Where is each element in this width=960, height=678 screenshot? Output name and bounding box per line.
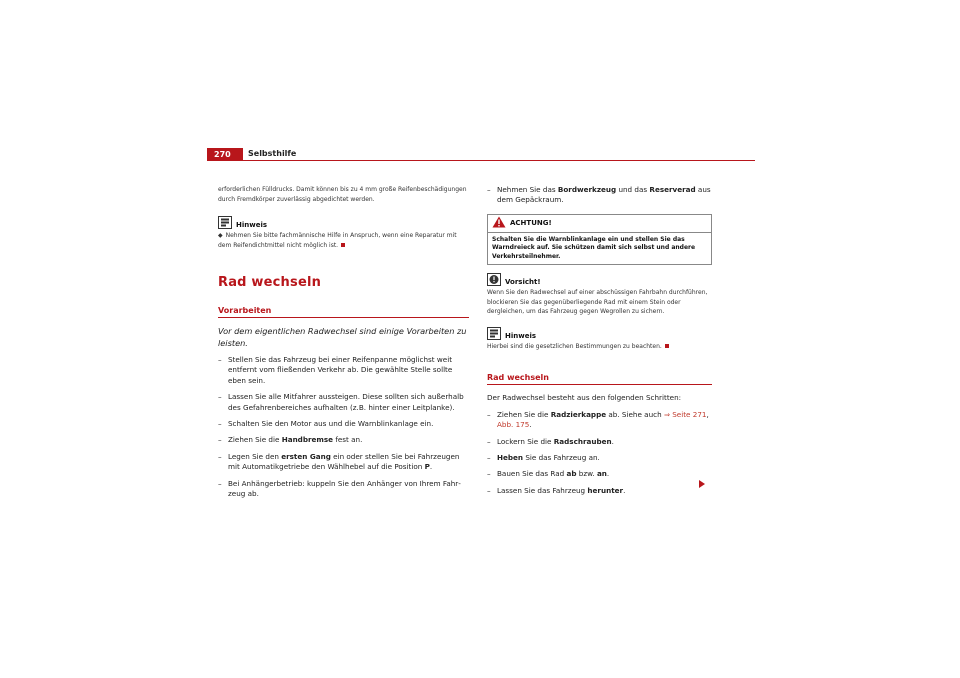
list-item — [218, 419, 469, 429]
warning-header — [488, 215, 711, 233]
dash-bullet: – — [487, 452, 491, 462]
step-text — [497, 410, 712, 431]
hinweis-heading — [218, 216, 469, 229]
page-number: 270 — [207, 148, 243, 161]
hinweis-text: Nehmen Sie bitte fachmännische Hilfe in Anspruch, wenn eine Reparatur mit dem Reifendichtmittel nicht möglich ist. — [218, 232, 457, 249]
vorsicht-text: Wenn Sie den Radwechsel auf einer abschüssigen Fahrbahn durchführen, blockieren Sie das gegenüberliegende Rad mit einem Stein oder dergleichen, um das Fahrzeug gegen Wegrollen zu sichern. — [487, 289, 708, 316]
step-text-part: . — [611, 436, 614, 446]
dash-bullet: – — [218, 419, 222, 429]
step-text: Bei Anhängerbetrieb: kuppeln Sie den Anhänger von Ihrem Fahrzeug ab. — [228, 478, 461, 499]
step-text-part: . — [606, 469, 610, 479]
list-item — [218, 435, 469, 445]
continue-arrow-icon — [699, 480, 705, 488]
vorsicht-heading — [487, 273, 712, 286]
step-text-bold: herunter — [587, 485, 624, 495]
list-item — [487, 469, 712, 479]
page-reference-link[interactable]: ⇒ Seite 271 — [663, 409, 707, 419]
dash-bullet: – — [487, 436, 491, 446]
list-item — [487, 453, 712, 463]
section-title: Rad wechseln — [218, 275, 322, 290]
warning-box — [487, 214, 712, 266]
step-text-bold: Radschrauben — [553, 436, 612, 446]
subsection-title-vorarbeiten: Vorarbeiten — [218, 306, 469, 318]
step-text-part: , — [706, 409, 709, 419]
note-icon — [487, 327, 501, 340]
subsection-title-rad-wechseln: Rad wechseln — [487, 373, 712, 385]
dash-bullet: – — [487, 409, 491, 419]
step-text: Schalten Sie den Motor aus und die Warnblinkanlage ein. — [228, 419, 434, 429]
step-text-part: Legen Sie den — [228, 451, 282, 461]
step-text: Lassen Sie alle Mitfahrer aussteigen. Diese sollten sich außerhalb des Gefahrenbereiches aufhalten (z.B. hinter einer Leitplanke). — [228, 392, 464, 412]
step-text-bold: P — [424, 462, 430, 472]
step-text-part: ein oder stellen Sie bei Fahrzeugen mit Automatikgetriebe den Wählhebel auf die Position — [228, 451, 460, 472]
step-text — [497, 453, 712, 463]
step-text-part: . — [623, 485, 626, 495]
step-text-part: ab. Siehe auch — [606, 409, 664, 419]
step-text — [228, 452, 469, 473]
list-item — [218, 355, 469, 386]
list-item — [218, 392, 469, 413]
intro-text: Vor dem eigentlichen Radwechsel sind einige Vorarbeiten zu leisten. — [218, 326, 467, 348]
note-icon — [218, 216, 232, 229]
list-item — [487, 486, 712, 496]
hinweis-title: Hinweis — [505, 331, 537, 340]
hinweis-heading — [487, 327, 712, 340]
hinweis-text: Hierbei sind die gesetzlichen Bestimmungen zu beachten. — [487, 342, 662, 350]
step-text-part: . — [429, 462, 433, 472]
step-text — [497, 469, 712, 479]
step-text-bold: Handbremse — [281, 435, 334, 445]
step-text-bold: an — [596, 469, 607, 479]
step-text — [497, 486, 712, 496]
continuation-text: erforderlichen Fülldrucks. Damit können bis zu 4 mm große Reifenbeschädigungen durch Fremdkörper zuverlässig abgedichtet werden. — [218, 186, 467, 203]
dash-bullet: – — [218, 451, 222, 461]
dash-bullet: – — [218, 478, 222, 488]
dash-bullet: – — [218, 435, 222, 445]
list-item — [218, 452, 469, 473]
chapter-title: Selbsthilfe — [248, 149, 297, 158]
step-text-part: Bauen Sie das Rad — [497, 469, 567, 479]
dash-bullet: – — [487, 469, 491, 479]
end-mark-icon — [341, 243, 345, 247]
step-text-part: Ziehen Sie die — [497, 409, 551, 419]
step-text-part: Nehmen Sie das — [497, 185, 558, 194]
warning-triangle-icon — [492, 216, 506, 230]
intro-text: Der Radwechsel besteht aus den folgenden Schritten: — [487, 393, 682, 403]
list-item — [487, 437, 712, 447]
left-column — [218, 185, 469, 505]
step-text-bold: ersten Gang — [281, 451, 331, 461]
step-text-part: und das — [616, 185, 650, 194]
warning-text: Schalten Sie die Warnblinkanlage ein und stellen Sie das Warndreieck auf. Sie schützen damit sich selbst und andere Verkehrsteilnehmer. — [492, 235, 696, 260]
step-text-part: aus dem Gepäckraum. — [497, 185, 711, 205]
diamond-bullet-icon: ◆ — [218, 232, 223, 239]
step-text-part: Sie das Fahrzeug an. — [523, 452, 600, 462]
hinweis-title: Hinweis — [236, 221, 268, 229]
list-item — [218, 479, 469, 500]
step-text-part: bzw. — [576, 469, 597, 479]
right-column — [487, 185, 712, 502]
caution-icon — [487, 273, 501, 286]
step-text-bold: Reserverad — [649, 185, 696, 194]
dash-bullet: – — [218, 355, 222, 364]
list-item — [487, 410, 712, 431]
step-text — [228, 435, 469, 445]
step-text-part: Lassen Sie das Fahrzeug — [497, 485, 588, 495]
step-text-part: fest an. — [333, 435, 363, 445]
header-rule — [207, 160, 755, 161]
dash-bullet: – — [487, 185, 491, 194]
step-text-part: . — [529, 420, 532, 430]
step-text-part: Lockern Sie die — [497, 436, 554, 446]
step-text: Stellen Sie das Fahrzeug bei einer Reifenpanne möglichst weit entfernt vom fließenden Verkehr ab. Die gewählte Stelle sollte eben sein. — [228, 355, 453, 385]
warning-title: ACHTUNG! — [510, 219, 552, 228]
figure-reference-link[interactable]: Abb. 175 — [497, 420, 530, 430]
dash-bullet: – — [218, 392, 222, 402]
step-text-bold: Heben — [497, 452, 524, 462]
vorsicht-title: Vorsicht! — [505, 278, 541, 287]
end-mark-icon — [665, 344, 669, 348]
step-text-bold: Radzierkappe — [550, 409, 607, 419]
hinweis-text-block — [218, 231, 469, 250]
step-text — [497, 437, 712, 447]
dash-bullet: – — [487, 485, 491, 495]
step-text-part: Ziehen Sie die — [228, 435, 282, 445]
step-text-bold: ab — [566, 469, 577, 479]
hinweis-text-block — [487, 342, 712, 352]
step-text — [497, 185, 712, 206]
step-text-bold: Bordwerkzeug — [557, 185, 617, 194]
list-item — [487, 185, 712, 206]
